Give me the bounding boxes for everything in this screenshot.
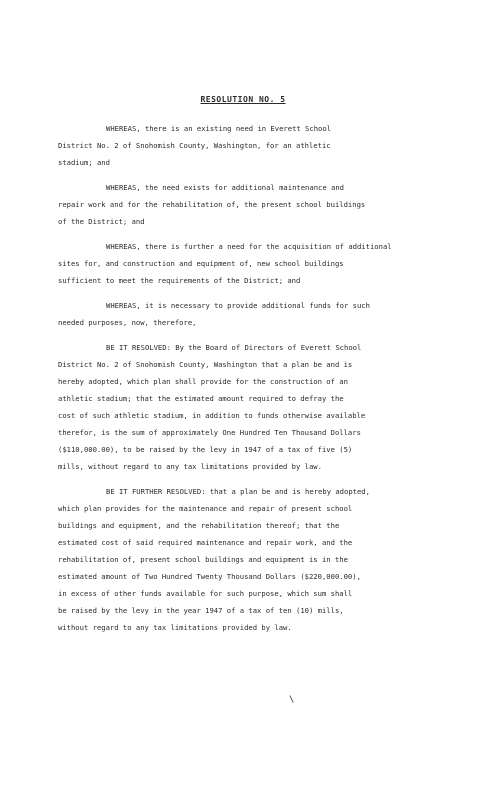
text-line: WHEREAS, the need exists for additional maintenance and [106, 183, 344, 192]
text-line: District No. 2 of Snohomish County, Washington that a plan be and is [58, 360, 353, 369]
paragraph [58, 483, 458, 636]
paragraph [58, 238, 458, 289]
paragraph-gap [58, 171, 458, 179]
text-line: needed purposes, now, therefore, [58, 318, 197, 327]
paragraph [58, 297, 458, 331]
text-line: repair work and for the rehabilitation of, the present school buildings [58, 200, 366, 209]
text-line: which plan provides for the maintenance and repair of present school [58, 504, 353, 513]
text-line: WHEREAS, there is further a need for the acquisition of additional [106, 242, 392, 251]
text-line: ($110,000.00), to be raised by the levy in 1947 of a tax of five (5) [58, 445, 353, 454]
text-line: estimated amount of Two Hundred Twenty Thousand Dollars ($220,000.00), [58, 572, 361, 581]
text-line: sites for, and construction and equipment of, new school buildings [58, 259, 344, 268]
paragraph-gap [58, 331, 458, 339]
text-line: therefor, is the sum of approximately One Hundred Ten Thousand Dollars [58, 428, 361, 437]
text-line: WHEREAS, there is an existing need in Everett School [106, 124, 332, 133]
text-line: in excess of other funds available for such purpose, which sum shall [58, 589, 353, 598]
text-line: athletic stadium; that the estimated amount required to defray the [58, 394, 344, 403]
text-line: rehabilitation of, present school buildings and equipment is in the [58, 555, 348, 564]
text-line: sufficient to meet the requirements of the District; and [58, 276, 301, 285]
paragraph-gap [58, 475, 458, 483]
paragraph-gap [58, 289, 458, 297]
text-line: of the District; and [58, 217, 145, 226]
footer-mark: \ [289, 695, 295, 705]
paragraph [58, 120, 458, 171]
text-line: hereby adopted, which plan shall provide for the construction of an [58, 377, 348, 386]
document-body [58, 120, 458, 636]
text-line: without regard to any tax limitations provided by law. [58, 623, 292, 632]
text-line: estimated cost of said required maintenance and repair work, and the [58, 538, 353, 547]
paragraph [58, 179, 458, 230]
paragraph-gap [58, 230, 458, 238]
text-line: BE IT RESOLVED: By the Board of Directors of Everett School [106, 343, 362, 352]
document-title: RESOLUTION NO. 5 [200, 95, 286, 104]
paragraph [58, 339, 458, 475]
text-line: mills, without regard to any tax limitations provided by law. [58, 462, 322, 471]
text-line: cost of such athletic stadium, in addition to funds otherwise available [58, 411, 366, 420]
text-line: be raised by the levy in the year 1947 of a tax of ten (10) mills, [58, 606, 344, 615]
text-line: BE IT FURTHER RESOLVED: that a plan be and is hereby adopted, [106, 487, 370, 496]
text-line: buildings and equipment, and the rehabilitation thereof; that the [58, 521, 340, 530]
text-line: District No. 2 of Snohomish County, Washington, for an athletic [58, 141, 331, 150]
text-line: WHEREAS, it is necessary to provide additional funds for such [106, 301, 370, 310]
text-line: stadium; and [58, 158, 110, 167]
